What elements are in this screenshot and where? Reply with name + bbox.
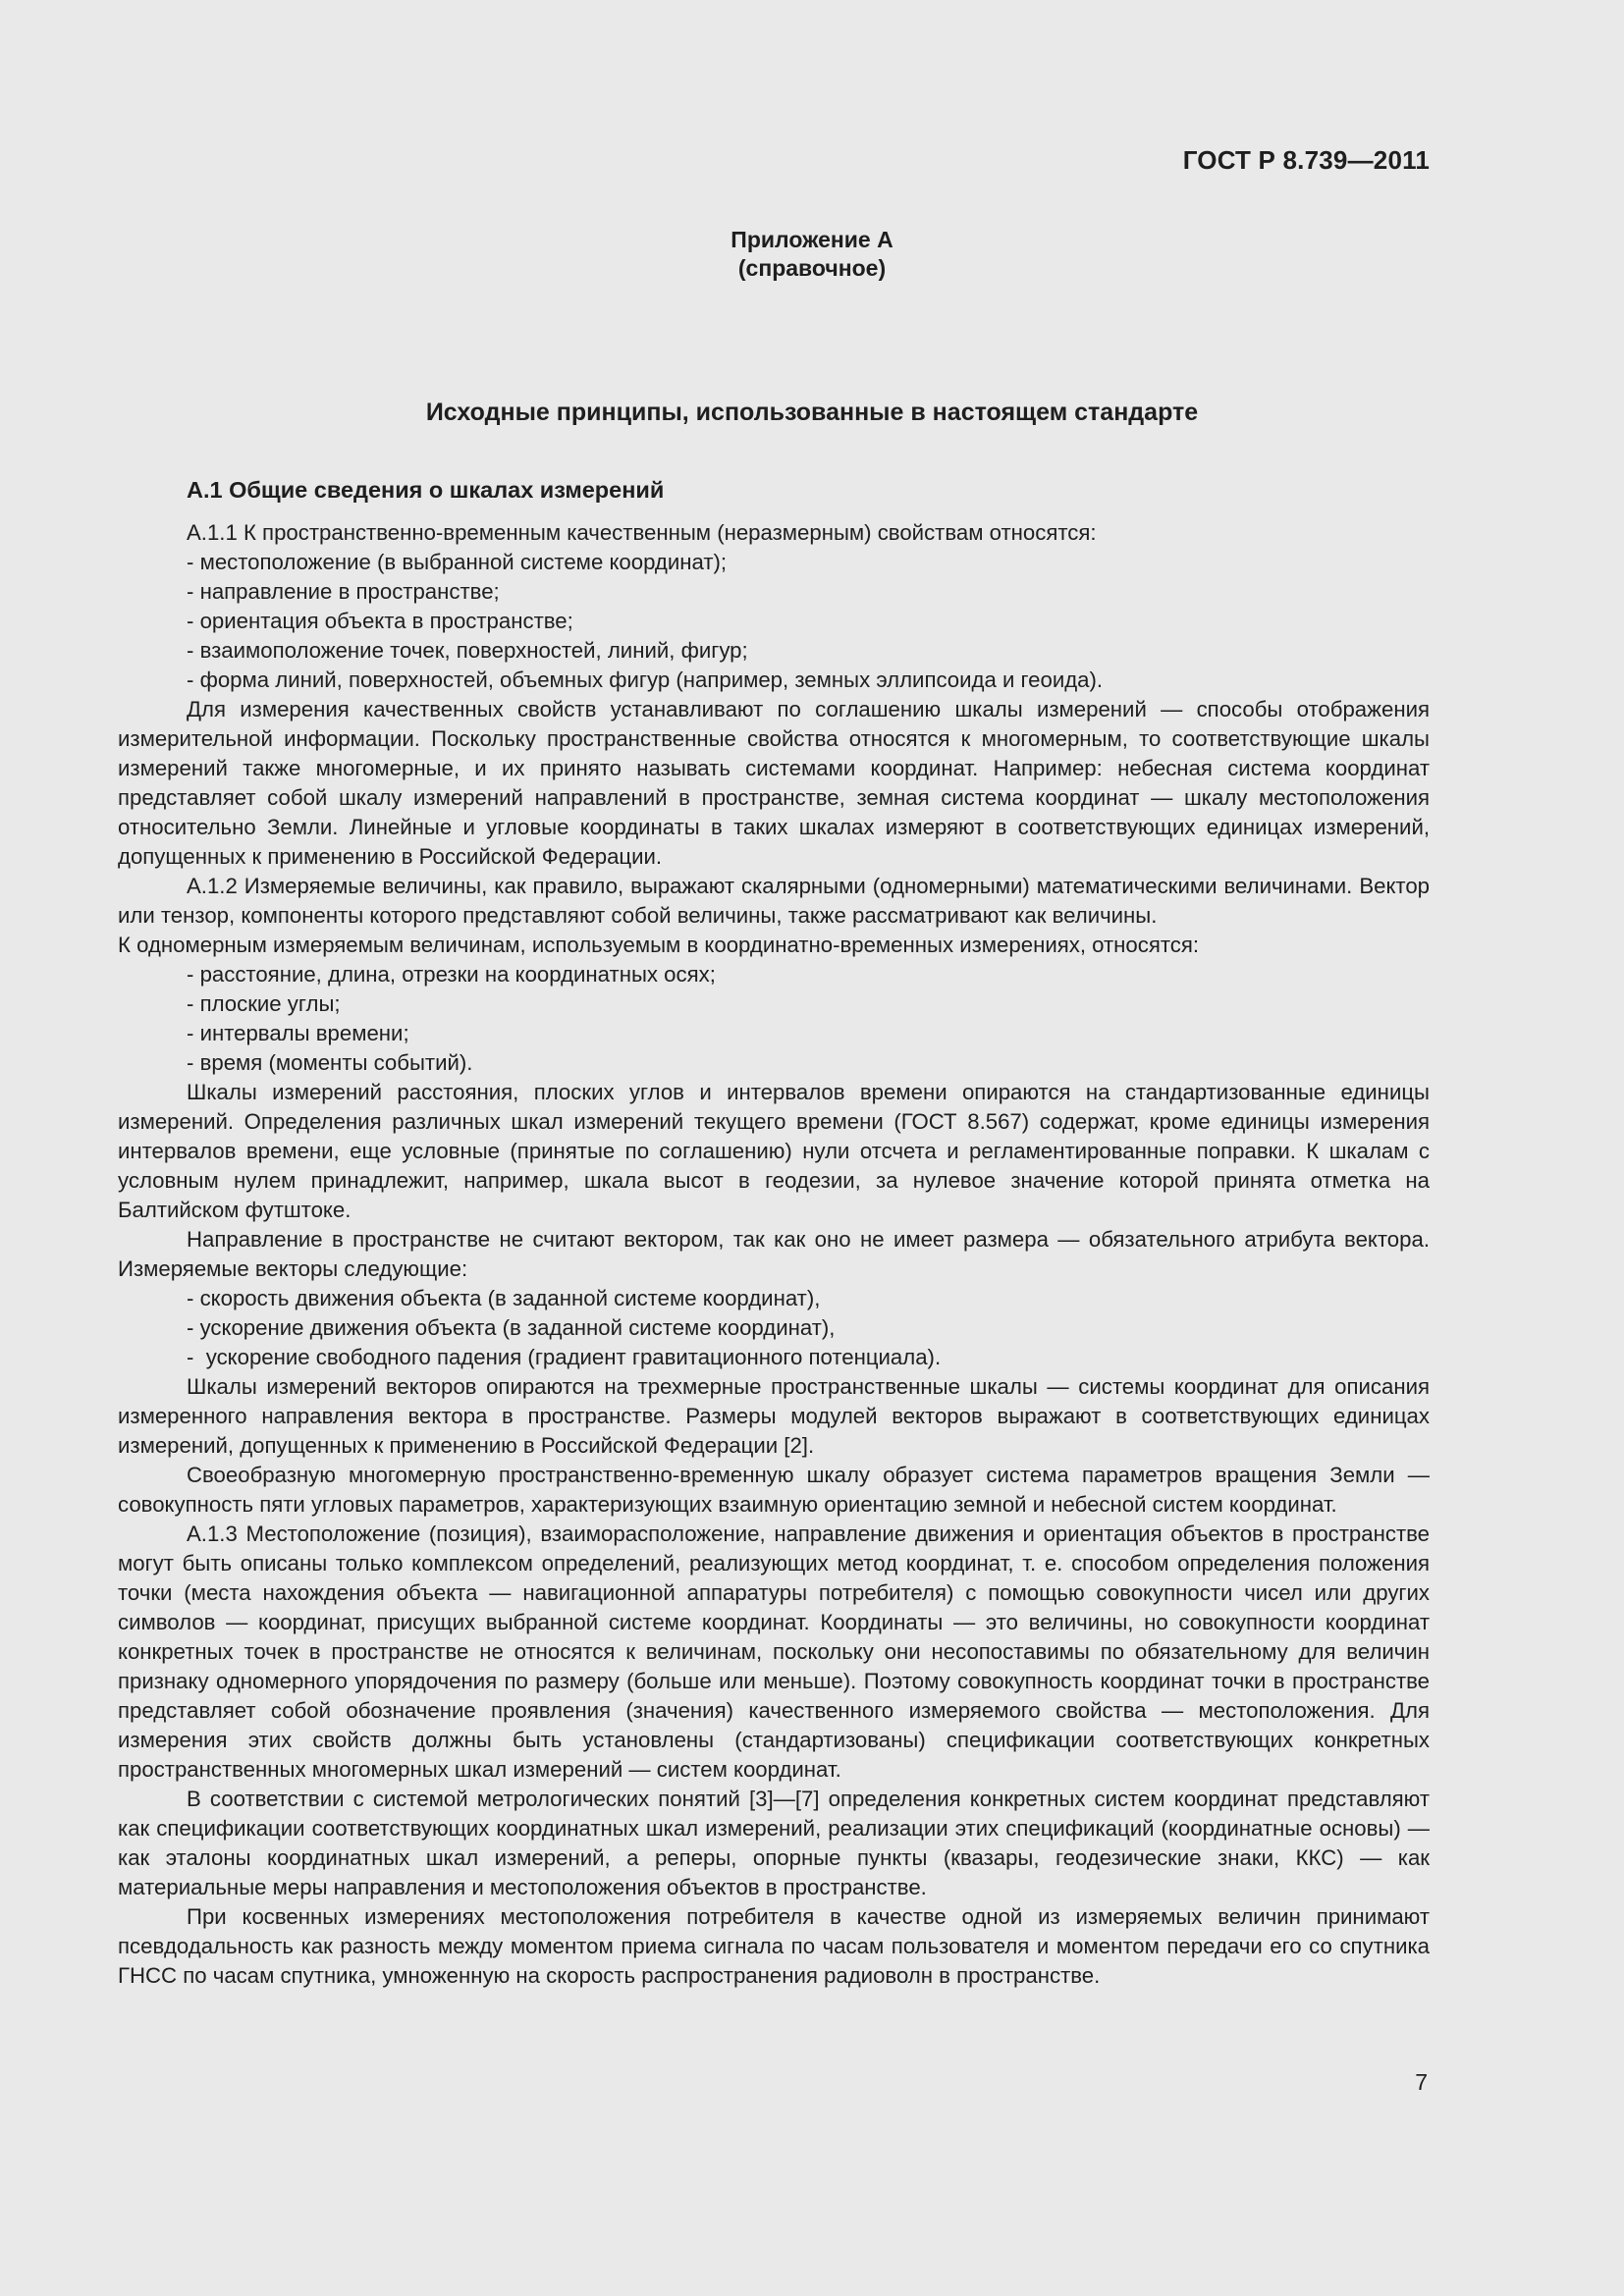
paragraph-a112-intro-text: А.1.2 Измеряемые величины, как правило, выражают скалярными (одномерными) математическими величинами. Вектор или тензор, компоненты которого представляют собой величины, также рассматривают как величины. bbox=[118, 874, 1430, 928]
paragraph: Шкалы измерений расстояния, плоских углов и интервалов времени опираются на стандартизованные единицы измерений. Определения различных шкал измерений текущего времени (ГОСТ 8.567) содержат, кроме единицы измерения интервалов времени, еще условные (принятые по соглашению) нули отсчета и регламентированные поправки. К шкалам с условным нулем принадлежит, например, шкала высот в геодезии, за нулевое значение которой принята отметка на Балтийском футштоке. bbox=[118, 1080, 1430, 1222]
list-item: - взаимоположение точек, поверхностей, линий, фигур; bbox=[187, 636, 1430, 666]
paragraph-a111-intro: А.1.1 К пространственно-временным качественным (неразмерным) свойствам относятся: bbox=[187, 520, 1097, 545]
paragraph-a112-intro bbox=[118, 872, 1430, 931]
section-heading: А.1 Общие сведения о шкалах измерений bbox=[187, 477, 665, 503]
list-item: - местоположение (в выбранной системе координат); bbox=[187, 548, 1430, 577]
paragraph: Для измерения качественных свойств устанавливают по соглашению шкалы измерений — способы отображения измерительной информации. Поскольку пространственные свойства относятся к многомерным, то соответствующие шкалы измерений также многомерные, и их принято называть системами координат. Например: небесная система координат представляет собой шкалу измерений направлений в пространстве, земная система координат — шкалу местоположения относительно Земли. Линейные и угловые координаты в таких шкалах измеряют в соответствующих единицах измерений, допущенных к применению в Российской Федерации. bbox=[118, 697, 1430, 869]
list-item: - форма линий, поверхностей, объемных фигур (например, земных эллипсоида и геоида). bbox=[187, 666, 1430, 695]
paragraph: Своеобразную многомерную пространственно-временную шкалу образует система параметров вращения Земли — совокупность пяти угловых параметров, характеризующих взаимную ориентацию земной и небесной систем координат. bbox=[118, 1463, 1430, 1517]
list-item: - ускорение движения объекта (в заданной системе координат), bbox=[187, 1313, 1430, 1343]
list-item: - скорость движения объекта (в заданной системе координат), bbox=[187, 1284, 1430, 1313]
list-item: - интервалы времени; bbox=[187, 1019, 1430, 1048]
list-item: - плоские углы; bbox=[187, 989, 1430, 1019]
list-item: - время (моменты событий). bbox=[187, 1048, 1430, 1078]
list-item: - ориентация объекта в пространстве; bbox=[187, 607, 1430, 636]
document-body bbox=[118, 475, 1430, 1991]
paragraph: Направление в пространстве не считают вектором, так как оно не имеет размера — обязательного атрибута вектора. Измеряемые векторы следующие: bbox=[118, 1227, 1430, 1281]
list-item: - расстояние, длина, отрезки на координатных осях; bbox=[187, 960, 1430, 989]
appendix-label: Приложение А bbox=[731, 227, 893, 252]
list-item: - направление в пространстве; bbox=[187, 577, 1430, 607]
paragraph: Шкалы измерений векторов опираются на трехмерные пространственные шкалы — системы координат для описания измеренного направления вектора в пространстве. Размеры модулей векторов выражают в соответствующих единицах измерений, допущенных к применению в Российской Федерации [2]. bbox=[118, 1374, 1430, 1458]
list-scalar-quantities bbox=[118, 960, 1430, 1078]
list-item: - ускорение свободного падения (градиент гравитационного потенциала). bbox=[187, 1343, 1430, 1372]
paragraph: При косвенных измерениях местоположения потребителя в качестве одной из измеряемых величин принимают псевдодальность как разность между моментом приема сигнала по часам пользователя и моментом передачи его со спутника ГНСС по часам спутника, умноженную на скорость распространения радиоволн в пространстве. bbox=[118, 1904, 1430, 1988]
list-qualitative-properties bbox=[118, 548, 1430, 695]
paragraph: В соответствии с системой метрологических понятий [3]—[7] определения конкретных систем координат представляют как спецификации соответствующих координатных шкал измерений, реализации этих спецификаций (координатные основы) — как эталоны координатных шкал измерений, а реперы, опорные пункты (квазары, геодезические знаки, ККС) — как материальные меры направления и местоположения объектов в пространстве. bbox=[118, 1787, 1430, 1899]
paragraph-a113: А.1.3 Местоположение (позиция), взаиморасположение, направление движения и ориентация объектов в пространстве могут быть описаны только комплексом определений, реализующих метод координат, т. е. способом определения положения точки (места нахождения объекта — навигационной аппаратуры потребителя) с помощью совокупности чисел или других символов — координат, присущих выбранной системе координат. Координаты — это величины, но совокупности координат конкретных точек в пространстве не относятся к величинам, поскольку они несопоставимы по обязательному для величин признаку одномерного упорядочения по размеру (больше или меньше). Поэтому совокупность координат точки в пространстве представляет собой обозначение проявления (значения) качественного измеряемого свойства — местоположения. Для измерения этих свойств должны быть установлены (стандартизованы) спецификации соответствующих конкретных пространственных многомерных шкал измерений — систем координат. bbox=[118, 1522, 1430, 1782]
list-vectors bbox=[118, 1284, 1430, 1372]
appendix-heading bbox=[0, 226, 1624, 283]
appendix-type: (справочное) bbox=[737, 255, 887, 281]
document-title: Исходные принципы, использованные в настоящем стандарте bbox=[425, 399, 1199, 426]
paragraph: К одномерным измеряемым величинам, используемым в координатно-временных измерениях, относятся: bbox=[118, 933, 1200, 957]
standard-code: ГОСТ Р 8.739—2011 bbox=[1182, 145, 1430, 175]
page-number: 7 bbox=[1415, 2069, 1428, 2095]
